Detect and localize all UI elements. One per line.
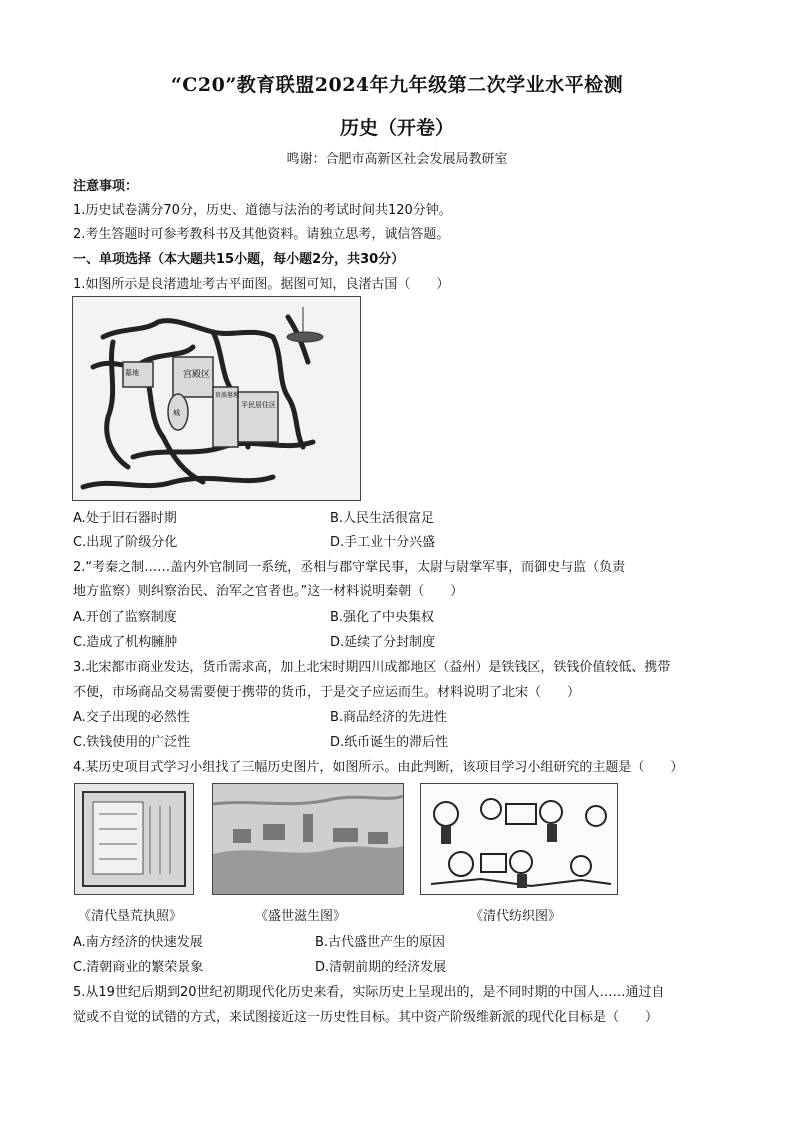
caption-license: 《清代垦荒执照》 <box>78 909 183 924</box>
exam-subtitle: 历史（开卷） <box>339 117 454 139</box>
textile-image <box>420 783 618 895</box>
question-4-stem: 4.某历史项目式学习小组找了三幅历史图片，如图所示。由此判断，该项目学习小组研究的主题是（ ） <box>73 760 684 775</box>
question-3-stem-line-2: 不便，市场商品交易需要便于携带的货币，于是交子应运而生。材料说明了北宋（ ） <box>73 685 581 700</box>
q3-option-b[interactable]: B.商品经济的先进性 <box>330 710 448 725</box>
question-3-stem-line-1: 3.北宋都市商业发达，货币需求高，加上北宋时期四川成都地区（益州）是铁钱区，铁钱价值较低、携带 <box>73 660 671 675</box>
q1-option-d[interactable]: D.手工业十分兴盛 <box>330 535 436 550</box>
q1-option-c[interactable]: C.出现了阶级分化 <box>73 535 178 550</box>
liangzhu-map-figure <box>72 296 361 501</box>
map-label-noble-tomb: 贵族墓地 <box>215 392 240 399</box>
question-5-stem-line-1: 5.从19世纪后期到20世纪初期现代化历史来看，实际历史上呈现出的，是不同时期的中国人……通过自 <box>73 985 665 1000</box>
land-reclamation-license-image <box>74 783 194 895</box>
note-item-1: 1.历史试卷满分70分，历史、道德与法治的考试时间共120分钟。 <box>73 203 452 218</box>
q4-option-d[interactable]: D.清朝前期的经济发展 <box>315 960 447 975</box>
q2-option-b[interactable]: B.强化了中央集权 <box>330 610 435 625</box>
q3-option-c[interactable]: C.铁钱使用的广泛性 <box>73 735 191 750</box>
q2-option-a[interactable]: A.开创了监察制度 <box>73 610 177 625</box>
liangzhu-map-drawing <box>73 297 360 500</box>
q2-option-d[interactable]: D.延续了分封制度 <box>330 635 436 650</box>
prosperous-scene-image <box>212 783 404 895</box>
map-label-commoner: 平民居住区 <box>241 401 276 409</box>
exam-title: “C20”教育联盟2024年九年级第二次学业水平检测 <box>170 74 624 96</box>
q3-option-a[interactable]: A.交子出现的必然性 <box>73 710 190 725</box>
q3-option-d[interactable]: D.纸币诞生的滞后性 <box>330 735 449 750</box>
map-label-city: 城 <box>173 409 180 417</box>
question-2-stem-line-2: 地方监察）则纠察治民、治军之官者也。”这一材料说明秦朝（ ） <box>73 584 464 599</box>
question-5-stem-line-2: 觉或不自觉的试错的方式，来试图接近这一历史性目标。其中资产阶级维新派的现代化目标是（ ） <box>73 1010 659 1025</box>
acknowledgement: 鸣谢：合肥市高新区社会发展局教研室 <box>286 152 508 167</box>
q2-option-c[interactable]: C.造成了机构臃肿 <box>73 635 178 650</box>
map-label-palace: 宫殿区 <box>183 370 211 380</box>
q4-option-a[interactable]: A.南方经济的快速发展 <box>73 935 203 950</box>
note-item-2: 2.考生答题时可参考教科书及其他资料。请独立思考，诚信答题。 <box>73 227 450 242</box>
question-2-stem-line-1: 2.“考秦之制……盖内外官制同一系统，丞相与郡守掌民事，太尉与尉掌军事，而御史与监（负责 <box>73 560 626 575</box>
map-label-tomb: 墓地 <box>125 369 139 377</box>
textile-drawing <box>421 784 617 894</box>
q1-option-a[interactable]: A.处于旧石器时期 <box>73 511 177 526</box>
caption-scene: 《盛世滋生图》 <box>255 909 347 924</box>
caption-textile: 《清代纺织图》 <box>470 909 562 924</box>
license-drawing <box>75 784 193 894</box>
section-heading: 一、单项选择（本大题共15小题，每小题2分，共30分） <box>73 252 405 267</box>
question-1-stem: 1.如图所示是良渚遗址考古平面图。据图可知，良渚古国（ ） <box>73 277 450 292</box>
q4-option-b[interactable]: B.古代盛世产生的原因 <box>315 935 446 950</box>
q4-option-c[interactable]: C.清朝商业的繁荣景象 <box>73 960 204 975</box>
q1-option-b[interactable]: B.人民生活很富足 <box>330 511 435 526</box>
notes-heading: 注意事项： <box>73 179 139 194</box>
prosperous-scene-drawing <box>213 784 403 894</box>
